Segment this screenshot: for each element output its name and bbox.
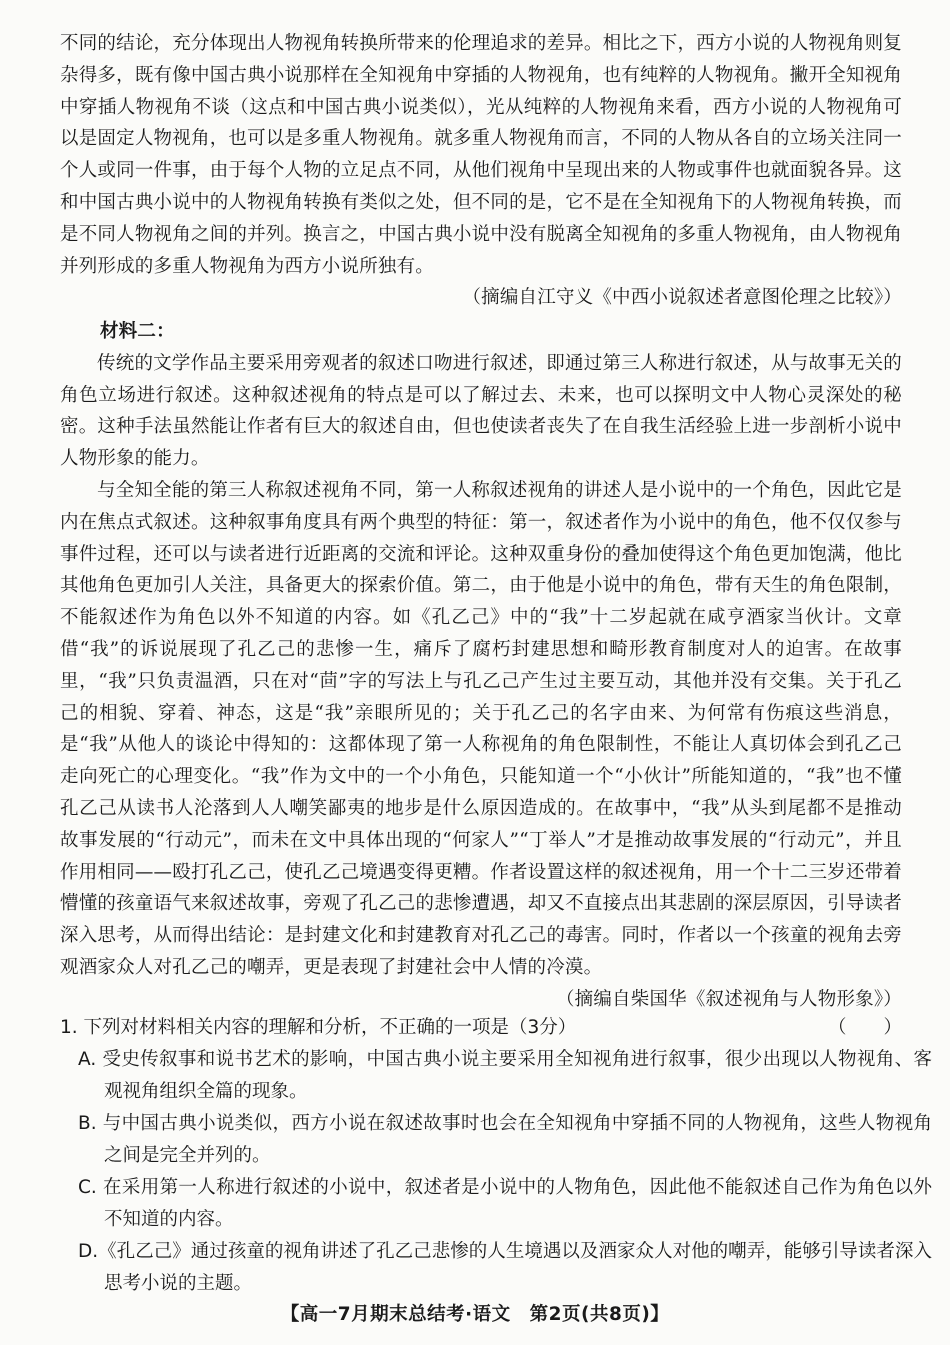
material-two-paragraph-2: 与全知全能的第三人称叙述视角不同，第一人称叙述视角的讲述人是小说中的一个角色，因此它是内在焦点式叙述。这种叙事角度具有两个典型的特征：第一，叙述者作为小说中的角色，他不仅仅参与事件过程，还可以与读者进行近距离的交流和评论。这种双重身份的叠加使得这个角色更加饱满，他比其他角色更加引人关注，具备更大的探索价值。第二，由于他是小说中的角色，带有天生的角色限制，不能叙述作为角色以外不知道的内容。如《孔乙己》中的“我”十二岁起就在咸亨酒家当伙计。文章借“我”的诉说展现了孔乙己的悲惨一生，痛斥了腐朽封建思想和畸形教育制度对人的迫害。在故事里，“我”只负责温酒，只在对“茴”字的写法上与孔乙己产生过主要互动，其他并没有交集。关于孔乙己的相貌、穿着、神态，这是“我”亲眼所见的；关于孔乙己的名字由来、为何常有伤痕这些消息，是“我”从他人的谈论中得知的：这都体现了第一人称视角的角色限制性，不能让人真切体会到孔乙己走向死亡的心理变化。“我”作为文中的一个小角色，只能知道一个“小伙计”所能知道的，“我”也不懂孔乙己从读书人沦落到人人嘲笑鄙夷的地步是什么原因造成的。在故事中，“我”从头到尾都不是推动故事发展的“行动元”，而未在文中具体出现的“何家人”“丁举人”才是推动故事发展的“行动元”，并且作用相同——殴打孔乙己，使孔乙己境遇变得更糟。作者设置这样的叙述视角，用一个十二三岁还带着懵懂的孩童语气来叙述故事，旁观了孔乙己的悲惨遭遇，却又不直接点出其悲剧的深层原因，引导读者深入思考，从而得出结论：是封建文化和封建教育对孔乙己的毒害。同时，作者以一个孩童的视角去旁观酒家众人对孔乙己的嘲弄，更是表现了封建社会中人情的冷漠。 bbox=[60, 479, 902, 978]
option-d[interactable]: D.《孔乙己》通过孩童的视角讲述了孔乙己悲惨的人生境遇以及酒家众人对他的嘲弄，能够引导读者深入思考小说的主题。 bbox=[78, 1241, 932, 1294]
material-one-continuation: 不同的结论，充分体现出人物视角转换所带来的伦理追求的差异。相比之下，西方小说的人物视角则复杂得多，既有像中国古典小说那样在全知视角中穿插的人物视角，也有纯粹的人物视角。撇开全知视角中穿插人物视角不谈（这点和中国古典小说类似），光从纯粹的人物视角来看，西方小说的人物视角可以是固定人物视角，也可以是多重人物视角。就多重人物视角而言，不同的人物从各自的立场关注同一个人或同一件事，由于每个人物的立足点不同，从他们视角中呈现出来的人物或事件也就面貌各异。这和中国古典小说中的人物视角转换有类似之处，但不同的是，它不是在全知视角下的人物视角转换，而是不同人物视角之间的并列。换言之，中国古典小说中没有脱离全知视角的多重人物视角，由人物视角并列形成的多重人物视角为西方小说所独有。 bbox=[60, 33, 902, 277]
material-two-source: （摘编自柴国华《叙述视角与人物形象》） bbox=[555, 988, 902, 1010]
option-c[interactable]: C. 在采用第一人称进行叙述的小说中，叙述者是小说中的人物角色，因此他不能叙述自己作为角色以外不知道的内容。 bbox=[78, 1177, 932, 1230]
option-b[interactable]: B. 与中国古典小说类似，西方小说在叙述故事时也会在全知视角中穿插不同的人物视角，这些人物视角之间是完全并列的。 bbox=[78, 1113, 932, 1166]
option-a[interactable]: A. 受史传叙事和说书艺术的影响，中国古典小说主要采用全知视角进行叙事，很少出现以人物视角、客观视角组织全篇的现象。 bbox=[78, 1049, 932, 1102]
material-two-paragraph-1: 传统的文学作品主要采用旁观者的叙述口吻进行叙述，即通过第三人称进行叙述，从与故事无关的角色立场进行叙述。这种叙述视角的特点是可以了解过去、未来，也可以探明文中人物心灵深处的秘密。这种手法虽然能让作者有巨大的叙述自由，但也使读者丧失了在自我生活经验上进一步剖析小说中人物形象的能力。 bbox=[60, 352, 902, 470]
material-two-heading: 材料二： bbox=[100, 321, 175, 342]
page-footer: 【高一7月期末总结考·语文 第2页(共8页)】 bbox=[280, 1304, 670, 1325]
question-1-stem: 1. 下列对材料相关内容的理解和分析，不正确的一项是（3分） bbox=[60, 1017, 577, 1038]
material-one-source: （摘编自江守义《中西小说叙述者意图伦理之比较》） bbox=[462, 287, 902, 309]
material-one-section bbox=[60, 28, 902, 314]
answer-bracket[interactable]: （ ） bbox=[827, 1017, 902, 1038]
material-two-section bbox=[60, 316, 902, 1016]
question-1-stem-row bbox=[60, 1012, 902, 1044]
